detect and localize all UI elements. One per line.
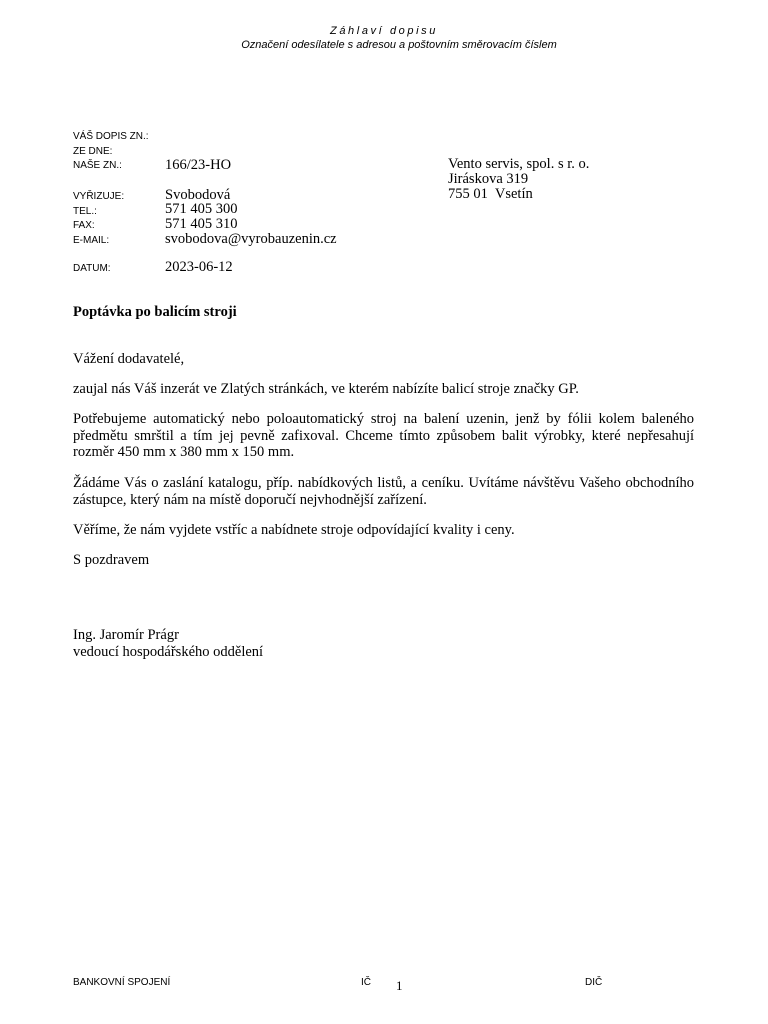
page-number: 1 [396,978,403,993]
signature-position: vedoucí hospodářského oddělení [73,643,264,660]
recipient-line-3: 755 01 Vsetín [448,186,533,202]
nase-zn-value: 166/23-HO [165,157,232,173]
tel-value: 571 405 300 [165,201,238,217]
signature-block [73,627,263,660]
email-label: E-MAIL: [73,235,110,246]
closing: S pozdravem [73,552,150,568]
tel-label: TEL.: [73,206,97,217]
salutation: Vážení dodavatelé, [73,351,185,367]
recipient-line-2: Jiráskova 319 [448,171,529,187]
vyrizuje-value: Svobodová [165,187,231,203]
email-value: svobodova@vyrobauzenin.cz [165,231,337,247]
paragraph-3: Žádáme Vás o zaslání katalogu, příp. nabídkových listů, a ceníku. Uvítáme návštěvu Vašeho obchodního zástupce, který nám na místě doporučí nejvhodnější zařízení. [73,475,694,508]
footer-dic-label: DIČ [585,977,603,988]
letter-subject: Poptávka po balicím stroji [73,304,237,320]
ze-dne-label: ZE DNE: [73,146,113,157]
fax-label: FAX: [73,220,95,231]
footer-ic-label: IČ [361,977,371,988]
vas-dopis-label: VÁŠ DOPIS ZN.: [73,131,149,142]
header-subtitle: Označení odesílatele s adresou a poštovním směrovacím číslem [241,39,557,51]
paragraph-2: Potřebujeme automatický nebo poloautomatický stroj na balení uzenin, jenž by fólii kolem baleného předmětu smrštil a tím jej pevně zafixoval. Chceme tímto způsobem balit výrobky, které nepřesahují rozměr 450 mm x 380 mm x 150 mm. [73,411,694,460]
recipient-address [448,157,589,202]
recipient-line-1: Vento servis, spol. s r. o. [448,156,590,172]
nase-zn-label: NAŠE ZN.: [73,160,122,171]
fax-value: 571 405 310 [165,216,238,232]
paragraph-4: Věříme, že nám vyjdete vstříc a nabídnete stroje odpovídající kvality i ceny. [73,522,515,538]
paragraph-1: zaujal nás Váš inzerát ve Zlatých stránkách, ve kterém nabízíte balicí stroje značky GP. [73,381,579,397]
vyrizuje-label: VYŘIZUJE: [73,191,125,202]
header-title: Záhlaví dopisu [330,25,438,37]
signature-name: Ing. Jaromír Prágr [73,627,179,643]
datum-label: DATUM: [73,263,111,274]
footer-bank-label: BANKOVNÍ SPOJENÍ [73,977,171,988]
datum-value: 2023-06-12 [165,259,233,275]
